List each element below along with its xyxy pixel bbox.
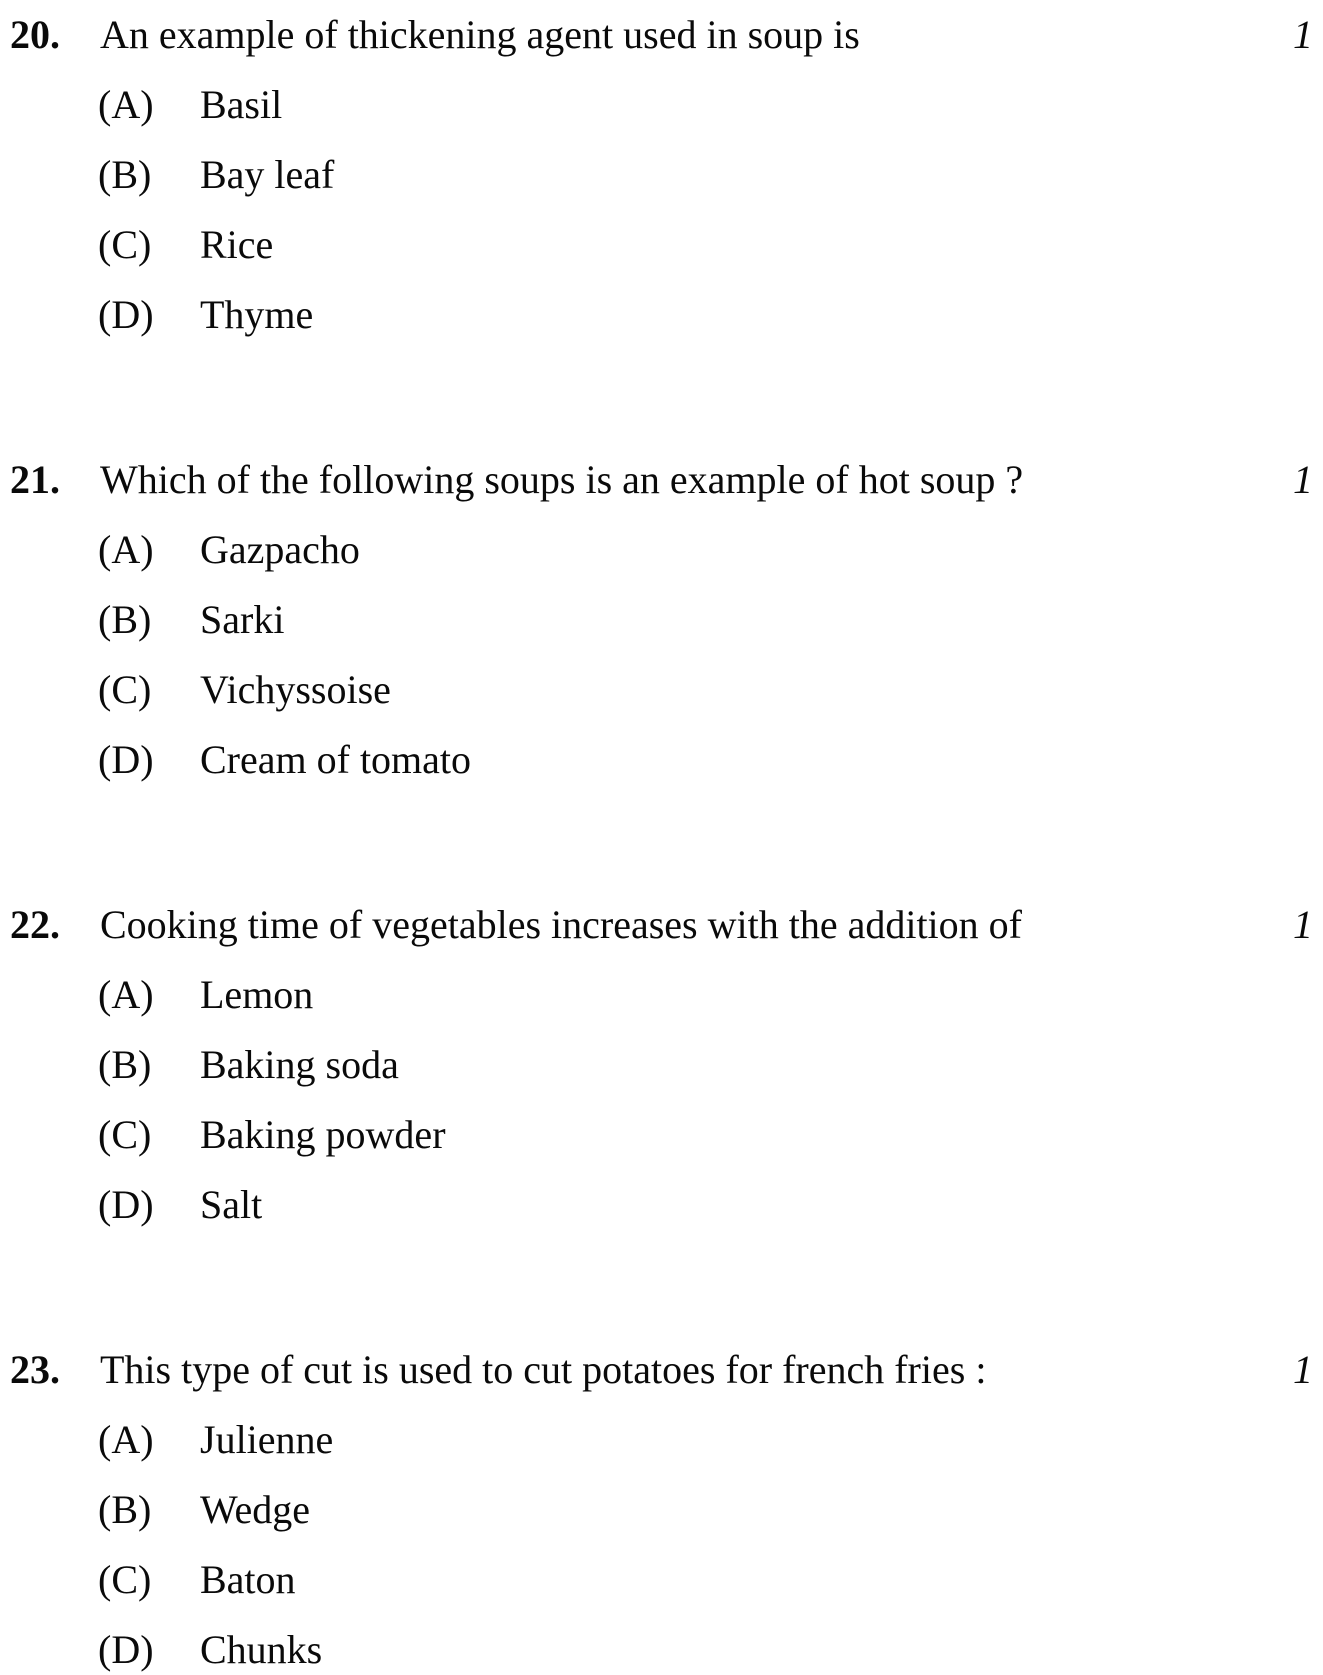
- option-text: Vichyssoise: [200, 667, 391, 712]
- option-text: Sarki: [200, 597, 285, 642]
- option-text: Chunks: [200, 1627, 323, 1672]
- question-text: Which of the following soups is an example of hot soup ?: [100, 457, 1024, 502]
- option-letter: (C): [98, 1112, 152, 1157]
- option-letter: (D): [98, 1627, 154, 1672]
- option-row-d: [10, 1627, 1313, 1673]
- option-row-c: [10, 667, 1313, 713]
- option-row-a: [10, 1417, 1313, 1463]
- option-letter: (B): [98, 1487, 152, 1532]
- option-text: Julienne: [200, 1417, 334, 1462]
- question-head: [10, 902, 1313, 948]
- option-row-b: [10, 152, 1313, 198]
- question-head: [10, 12, 1313, 58]
- option-text: Salt: [200, 1182, 263, 1227]
- option-text: Thyme: [200, 292, 314, 337]
- option-letter: (C): [98, 667, 152, 712]
- option-letter: (A): [98, 527, 154, 572]
- option-text: Baking powder: [200, 1112, 446, 1157]
- option-text: Wedge: [200, 1487, 311, 1532]
- option-row-b: [10, 1487, 1313, 1533]
- question-block-22: [10, 902, 1313, 1228]
- option-letter: (C): [98, 222, 152, 267]
- question-number: 23.: [10, 1347, 60, 1392]
- option-row-d: [10, 1182, 1313, 1228]
- option-letter: (C): [98, 1557, 152, 1602]
- option-letter: (D): [98, 1182, 154, 1227]
- option-text: Baking soda: [200, 1042, 399, 1087]
- question-block-20: [10, 12, 1313, 338]
- option-row-d: [10, 737, 1313, 783]
- question-text: Cooking time of vegetables increases with the addition of: [100, 902, 1022, 947]
- option-letter: (B): [98, 597, 152, 642]
- option-row-b: [10, 597, 1313, 643]
- option-letter: (A): [98, 82, 154, 127]
- question-number: 20.: [10, 12, 60, 57]
- option-row-b: [10, 1042, 1313, 1088]
- option-text: Bay leaf: [200, 152, 335, 197]
- option-row-c: [10, 1112, 1313, 1158]
- question-block-23: [10, 1347, 1313, 1673]
- option-row-a: [10, 527, 1313, 573]
- option-letter: (D): [98, 292, 154, 337]
- option-row-a: [10, 82, 1313, 128]
- option-text: Lemon: [200, 972, 314, 1017]
- option-letter: (A): [98, 1417, 154, 1462]
- option-text: Gazpacho: [200, 527, 360, 572]
- question-marks: 1: [1293, 12, 1313, 57]
- option-letter: (B): [98, 1042, 152, 1087]
- question-marks: 1: [1293, 1347, 1313, 1392]
- option-text: Cream of tomato: [200, 737, 472, 782]
- option-letter: (D): [98, 737, 154, 782]
- question-block-21: [10, 457, 1313, 783]
- question-head: [10, 457, 1313, 503]
- option-text: Basil: [200, 82, 283, 127]
- question-marks: 1: [1293, 902, 1313, 947]
- option-row-a: [10, 972, 1313, 1018]
- question-head: [10, 1347, 1313, 1393]
- option-letter: (B): [98, 152, 152, 197]
- question-marks: 1: [1293, 457, 1313, 502]
- option-row-c: [10, 1557, 1313, 1603]
- question-number: 21.: [10, 457, 60, 502]
- option-letter: (A): [98, 972, 154, 1017]
- option-row-d: [10, 292, 1313, 338]
- question-text: This type of cut is used to cut potatoes for french fries :: [100, 1347, 987, 1392]
- option-text: Rice: [200, 222, 274, 267]
- question-text: An example of thickening agent used in soup is: [100, 12, 860, 57]
- option-row-c: [10, 222, 1313, 268]
- option-text: Baton: [200, 1557, 296, 1602]
- question-number: 22.: [10, 902, 60, 947]
